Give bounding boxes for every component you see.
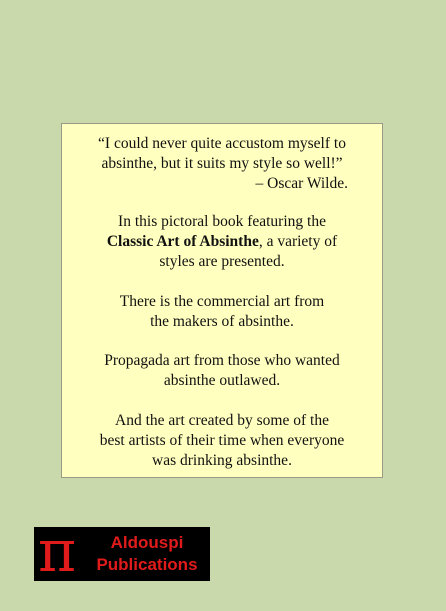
quote-block [62, 134, 382, 174]
artists-line-1: And the art created by some of the [115, 412, 329, 429]
publisher-name [88, 532, 206, 576]
text-card [61, 123, 383, 478]
quote-attribution: – Oscar Wilde. [255, 175, 348, 192]
commercial-line-2: the makers of absinthe. [150, 313, 294, 330]
commercial-art-paragraph [62, 292, 382, 332]
intro-line-3: styles are presented. [159, 253, 285, 270]
quote-line-2: absinthe, but it suits my style so well!” [101, 155, 343, 172]
quote-line-1: “I could never quite accustom myself to [98, 135, 346, 152]
pi-logo-icon: π [38, 527, 77, 581]
commercial-line-1: There is the commercial art from [119, 293, 325, 310]
artists-line-2: best artists of their time when everyone [99, 432, 345, 449]
intro-line-2 [62, 232, 382, 252]
propaganda-art-paragraph [62, 351, 382, 391]
publisher-name-line-2: Publications [96, 555, 198, 574]
artists-line-3: was drinking absinthe. [152, 452, 292, 469]
propaganda-line-2: absinthe outlawed. [163, 372, 281, 389]
intro-line-1: In this pictoral book featuring the [118, 213, 326, 230]
intro-line-2-rest: , a variety of [258, 233, 338, 250]
propaganda-line-1: Propagada art from those who wanted [104, 352, 340, 369]
artists-paragraph [62, 411, 382, 471]
book-title: Classic Art of Absinthe [106, 233, 259, 250]
intro-paragraph [62, 212, 382, 272]
publisher-name-line-1: Aldouspi [110, 533, 184, 552]
publisher-logo [34, 527, 210, 581]
